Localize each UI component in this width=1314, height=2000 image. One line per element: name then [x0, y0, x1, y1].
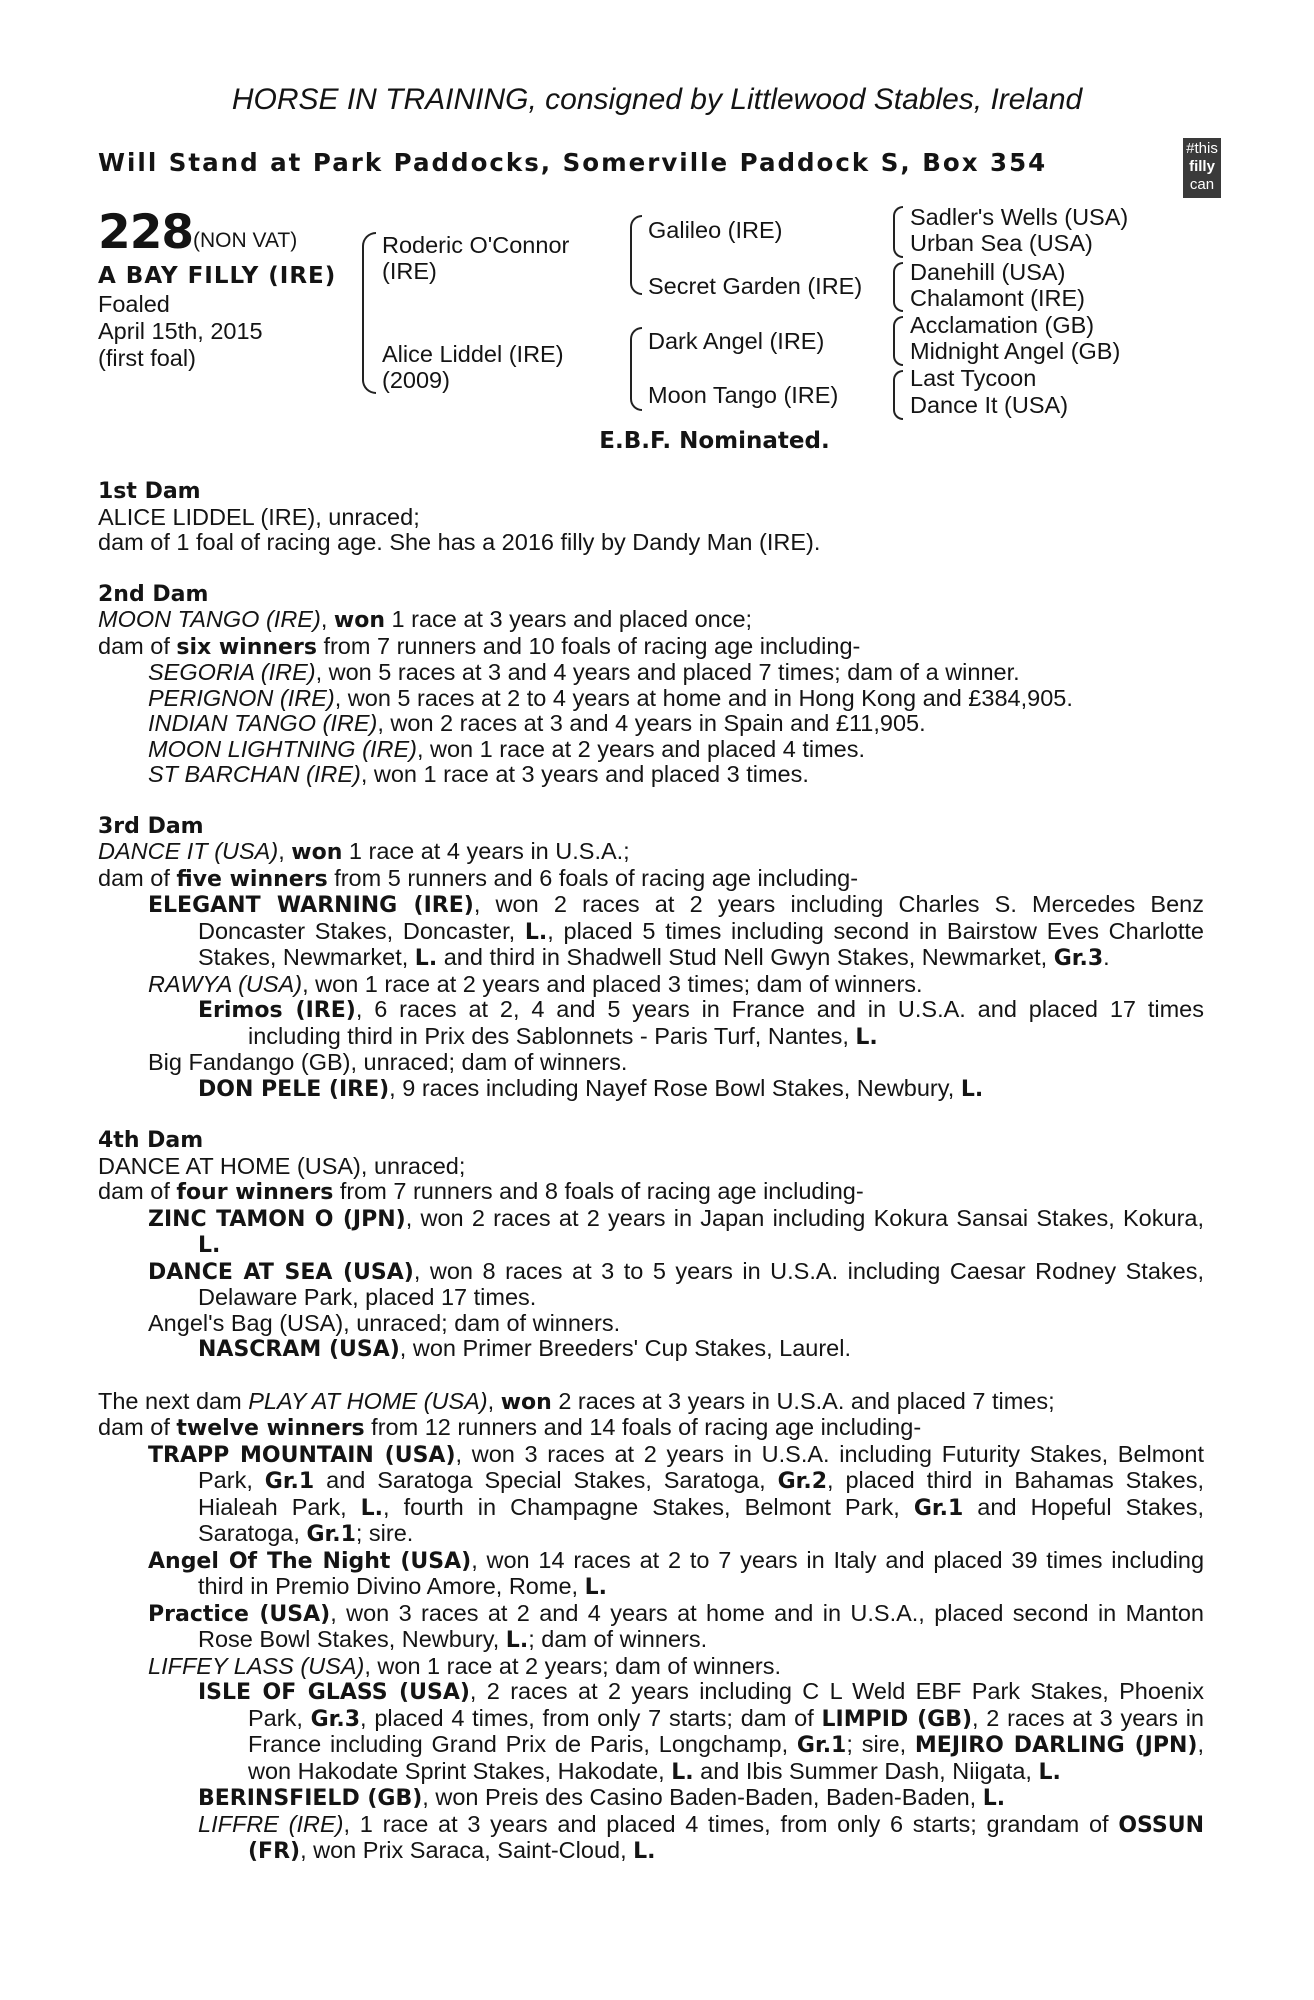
gen3-4: Chalamont (IRE): [910, 285, 1085, 311]
progeny-indian-tango: INDIAN TANGO (IRE), won 2 races at 3 and 4 years in Spain and £11,905.: [148, 710, 926, 736]
dam-sire: Dark Angel (IRE): [648, 328, 825, 354]
pedigree-brace-g3c: [893, 316, 903, 366]
progeny-nascram: NASCRAM (USA), won Primer Breeders' Cup Stakes, Laurel.: [198, 1335, 851, 1362]
dam-year: (2009): [382, 367, 450, 393]
next-dam-line: The next dam PLAY AT HOME (USA), won 2 races at 3 years in U.S.A. and placed 7 times;: [98, 1387, 1055, 1415]
fourth-dam-summary: dam of four winners from 7 runners and 8 foals of racing age including-: [98, 1178, 864, 1205]
gen3-2: Urban Sea (USA): [910, 230, 1093, 256]
progeny-isle-of-glass: ISLE OF GLASS (USA), 2 races at 2 years including C L Weld EBF Park Stakes, Phoenix Park, Gr.3, placed 4 times, from only 7 starts; dam of LIMPID (GB), 2 races at 3 years in France including Grand Prix de Paris, Longchamp, Gr.1; sire, MEJIRO DARLING (JPN), won Hakodate Sprint Stakes, Hakodate, L. and Ibis Summer Dash, Niigata, L.: [198, 1678, 1205, 1785]
foaled-label: Foaled: [98, 291, 170, 317]
progeny-perignon: PERIGNON (IRE), won 5 races at 2 to 4 years at home and in Hong Kong and £384,905.: [148, 684, 1073, 711]
page-title: HORSE IN TRAINING, consigned by Littlewood Stables, Ireland: [231, 83, 1083, 116]
stand-location: Will Stand at Park Paddocks, Somerville Paddock S, Box 354: [98, 148, 1048, 177]
progeny-erimos: Erimos (IRE), 6 races at 2, 4 and 5 years in France and in U.S.A. and placed 17 times including third in Prix des Sablonnets - Paris Turf, Nantes, L.: [198, 996, 1204, 1050]
progeny-st-barchan: ST BARCHAN (IRE), won 1 race at 3 years and placed 3 times.: [148, 761, 809, 787]
pedigree-brace-g3b: [893, 262, 903, 312]
second-dam-heading: 2nd Dam: [98, 581, 209, 607]
gen3-5: Acclamation (GB): [910, 312, 1095, 338]
progeny-practice: Practice (USA), won 3 races at 2 and 4 years at home and in U.S.A., placed second in Manton Rose Bowl Stakes, Newbury, L.; dam of winners.: [148, 1599, 1204, 1653]
first-foal-note: (first foal): [98, 345, 196, 371]
pedigree-notes: [98, 479, 1204, 1865]
dam-dam: Moon Tango (IRE): [648, 382, 839, 408]
third-dam-heading: 3rd Dam: [98, 813, 204, 839]
pedigree-brace-g3a: [893, 206, 903, 258]
pedigree-brace-dam: [630, 327, 642, 411]
second-dam-summary: dam of six winners from 7 runners and 10 foals of racing age including-: [98, 632, 861, 660]
first-dam-line1: ALICE LIDDEL (IRE), unraced;: [98, 503, 420, 530]
progeny-rawya: RAWYA (USA), won 1 race at 2 years and placed 3 times; dam of winners.: [148, 970, 923, 997]
progeny-zinc-tamon: ZINC TAMON O (JPN), won 2 races at 2 years in Japan including Kokura Sansai Stakes, Kokura, L.: [148, 1204, 1204, 1258]
sire-sire: Galileo (IRE): [648, 217, 783, 243]
sire-name: Roderic O'Connor: [382, 232, 570, 258]
pedigree-brace-sire: [630, 215, 642, 295]
lot-name: A BAY FILLY (IRE): [98, 263, 337, 289]
gen3-8: Dance It (USA): [910, 392, 1069, 418]
foaled-date: April 15th, 2015: [98, 318, 263, 344]
gen3-1: Sadler's Wells (USA): [910, 204, 1129, 230]
first-dam-line2: dam of 1 foal of racing age. She has a 2016 filly by Dandy Man (IRE).: [98, 529, 821, 555]
progeny-angels-bag: Angel's Bag (USA), unraced; dam of winners.: [148, 1309, 621, 1336]
progeny-dance-at-sea: DANCE AT SEA (USA), won 8 races at 3 to 5 years in U.S.A. including Caesar Rodney Stakes, Delaware Park, placed 17 times.: [148, 1257, 1205, 1310]
sire-dam: Secret Garden (IRE): [648, 273, 863, 299]
this-filly-can-logo: #this filly can: [1183, 138, 1221, 198]
ebf-nominated: E.B.F. Nominated.: [599, 428, 830, 454]
progeny-angel-of-the-night: Angel Of The Night (USA), won 14 races at 2 to 7 years in Italy and placed 39 times including third in Premio Divino Amore, Rome, L.: [148, 1546, 1205, 1600]
next-dam-summary: dam of twelve winners from 12 runners and 14 foals of racing age including-: [98, 1414, 922, 1441]
vat-status: (NON VAT): [193, 229, 298, 252]
third-dam-line: DANCE IT (USA), won 1 race at 4 years in U.S.A.;: [98, 838, 630, 865]
progeny-berinsfield: BERINSFIELD (GB), won Preis des Casino Baden-Baden, Baden-Baden, L.: [198, 1784, 1006, 1811]
gen3-7: Last Tycoon: [910, 365, 1037, 391]
progeny-moon-lightning: MOON LIGHTNING (IRE), won 1 race at 2 years and placed 4 times.: [148, 735, 866, 762]
progeny-elegant-warning: ELEGANT WARNING (IRE), won 2 races at 2 years including Charles S. Mercedes Benz Doncaster Stakes, Doncaster, L., placed 5 times including second in Bairstow Eves Charlotte Stakes, Newmarket, L. and third in Shadwell Stud Nell Gwyn Stakes, Newmarket, Gr.3.: [148, 891, 1205, 971]
progeny-liffey-lass: LIFFEY LASS (USA), won 1 race at 2 years; dam of winners.: [148, 1652, 782, 1679]
dam-name: Alice Liddel (IRE): [382, 341, 564, 367]
third-dam-summary: dam of five winners from 5 runners and 6 foals of racing age including-: [98, 864, 859, 892]
sire-country: (IRE): [382, 258, 437, 284]
second-dam-line: MOON TANGO (IRE), won 1 race at 3 years and placed once;: [98, 606, 753, 633]
progeny-liffre: LIFFRE (IRE), 1 race at 3 years and placed 4 times, from only 6 starts; grandam of OSSUN (FR), won Prix Saraca, Saint-Cloud, L.: [198, 1810, 1205, 1864]
fourth-dam-line: DANCE AT HOME (USA), unraced;: [98, 1152, 466, 1179]
pedigree-brace-main: [362, 232, 376, 394]
progeny-trapp-mountain: TRAPP MOUNTAIN (USA), won 3 races at 2 years in U.S.A. including Futurity Stakes, Belmont Park, Gr.1 and Saratoga Special Stakes, Saratoga, Gr.2, placed third in Bahamas Stakes, Hialeah Park, L., fourth in Champagne Stakes, Belmont Park, Gr.1 and Hopeful Stakes, Saratoga, Gr.1; sire.: [148, 1440, 1204, 1547]
pedigree-brace-g3d: [893, 370, 903, 420]
lot-number: 228: [98, 205, 194, 260]
fourth-dam-heading: 4th Dam: [98, 1128, 204, 1153]
progeny-big-fandango: Big Fandango (GB), unraced; dam of winners.: [148, 1049, 628, 1075]
gen3-6: Midnight Angel (GB): [910, 338, 1121, 364]
progeny-don-pele: DON PELE (IRE), 9 races including Nayef Rose Bowl Stakes, Newbury, L.: [198, 1074, 984, 1102]
gen3-3: Danehill (USA): [910, 259, 1066, 285]
first-dam-heading: 1st Dam: [98, 479, 201, 504]
progeny-segoria: SEGORIA (IRE), won 5 races at 3 and 4 years and placed 7 times; dam of a winner.: [148, 659, 1020, 685]
